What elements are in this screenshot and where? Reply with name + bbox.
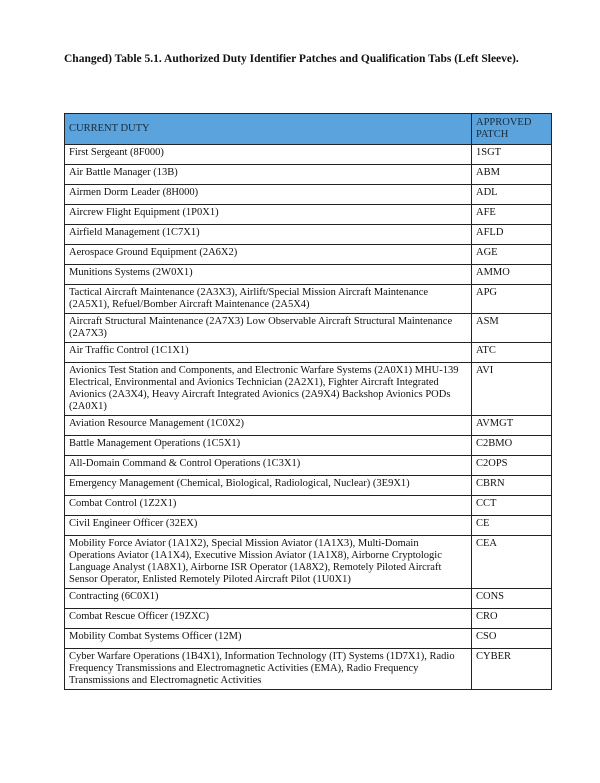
duty-cell: All-Domain Command & Control Operations (1C3X1) <box>65 456 472 476</box>
duty-cell: Air Traffic Control (1C1X1) <box>65 343 472 363</box>
patch-cell: CEA <box>472 536 552 589</box>
duty-cell: Mobility Force Aviator (1A1X2), Special Mission Aviator (1A1X3), Multi-Domain Operations Aviator (1A1X4), Executive Mission Aviator (1A1X8), Airborne Cryptologic Language Analyst (1A8X1), Airborne ISR Operator (1A8X2), Remotely Piloted Aircraft Sensor Operator, Enlisted Remotely Piloted Aircraft Pilot (1U0X1) <box>65 536 472 589</box>
table-row <box>65 265 552 285</box>
table-row <box>65 649 552 690</box>
patch-cell: AVMGT <box>472 416 552 436</box>
patch-cell: CRO <box>472 609 552 629</box>
patch-cell: AMMO <box>472 265 552 285</box>
table-row <box>65 496 552 516</box>
table-row <box>65 416 552 436</box>
table-row <box>65 363 552 416</box>
patch-cell: APG <box>472 285 552 314</box>
patch-cell: ADL <box>472 185 552 205</box>
patch-cell: 1SGT <box>472 145 552 165</box>
patch-cell: ASM <box>472 314 552 343</box>
table-row <box>65 205 552 225</box>
patch-cell: AFLD <box>472 225 552 245</box>
patch-cell: CYBER <box>472 649 552 690</box>
duty-cell: Cyber Warfare Operations (1B4X1), Information Technology (IT) Systems (1D7X1), Radio Frequency Transmissions and Electromagnetic Activities (EMA), Radio Frequency Transmissions and Electromagnetic Activities <box>65 649 472 690</box>
patch-cell: AFE <box>472 205 552 225</box>
patch-cell: AGE <box>472 245 552 265</box>
patch-cell: C2OPS <box>472 456 552 476</box>
table-caption: Changed) Table 5.1. Authorized Duty Identifier Patches and Qualification Tabs (Left Sleeve). <box>64 53 519 65</box>
table-body <box>65 145 552 690</box>
patch-cell: CSO <box>472 629 552 649</box>
table-row <box>65 285 552 314</box>
table-row <box>65 225 552 245</box>
duty-patch-table <box>64 113 552 690</box>
patch-cell: C2BMO <box>472 436 552 456</box>
duty-cell: Aircraft Structural Maintenance (2A7X3) Low Observable Aircraft Structural Maintenance (2A7X3) <box>65 314 472 343</box>
table-row <box>65 476 552 496</box>
duty-cell: Avionics Test Station and Components, and Electronic Warfare Systems (2A0X1) MHU-139 Electrical, Environmental and Avionics Technician (2A2X1), Fighter Aircraft Integrated Avionics (2A3X4), Heavy Aircraft Integrated Avionics (2A9X4) Backshop Avionics PODs (2A0X1) <box>65 363 472 416</box>
duty-cell: Aircrew Flight Equipment (1P0X1) <box>65 205 472 225</box>
duty-cell: Civil Engineer Officer (32EX) <box>65 516 472 536</box>
patch-cell: AVI <box>472 363 552 416</box>
table-row <box>65 185 552 205</box>
duty-cell: Airfield Management (1C7X1) <box>65 225 472 245</box>
header-approved-patch: APPROVED PATCH <box>472 114 552 145</box>
duty-cell: Munitions Systems (2W0X1) <box>65 265 472 285</box>
header-current-duty: CURRENT DUTY <box>65 114 472 145</box>
table-header-row <box>65 114 552 145</box>
table-row <box>65 629 552 649</box>
patch-cell: CE <box>472 516 552 536</box>
table-row <box>65 436 552 456</box>
duty-cell: Mobility Combat Systems Officer (12M) <box>65 629 472 649</box>
duty-cell: Combat Control (1Z2X1) <box>65 496 472 516</box>
table-row <box>65 536 552 589</box>
duty-cell: Aviation Resource Management (1C0X2) <box>65 416 472 436</box>
table-row <box>65 516 552 536</box>
table-row <box>65 456 552 476</box>
patch-cell: CONS <box>472 589 552 609</box>
duty-cell: Air Battle Manager (13B) <box>65 165 472 185</box>
patch-cell: ATC <box>472 343 552 363</box>
duty-cell: Combat Rescue Officer (19ZXC) <box>65 609 472 629</box>
patch-cell: CBRN <box>472 476 552 496</box>
table-row <box>65 343 552 363</box>
duty-cell: First Sergeant (8F000) <box>65 145 472 165</box>
duty-cell: Contracting (6C0X1) <box>65 589 472 609</box>
patch-cell: CCT <box>472 496 552 516</box>
duty-cell: Airmen Dorm Leader (8H000) <box>65 185 472 205</box>
table-row <box>65 165 552 185</box>
table-row <box>65 145 552 165</box>
table-row <box>65 609 552 629</box>
table-row <box>65 314 552 343</box>
duty-cell: Battle Management Operations (1C5X1) <box>65 436 472 456</box>
duty-cell: Emergency Management (Chemical, Biological, Radiological, Nuclear) (3E9X1) <box>65 476 472 496</box>
duty-cell: Aerospace Ground Equipment (2A6X2) <box>65 245 472 265</box>
table-row <box>65 245 552 265</box>
patch-cell: ABM <box>472 165 552 185</box>
table-row <box>65 589 552 609</box>
duty-cell: Tactical Aircraft Maintenance (2A3X3), Airlift/Special Mission Aircraft Maintenance (2A5X1), Refuel/Bomber Aircraft Maintenance (2A5X4) <box>65 285 472 314</box>
